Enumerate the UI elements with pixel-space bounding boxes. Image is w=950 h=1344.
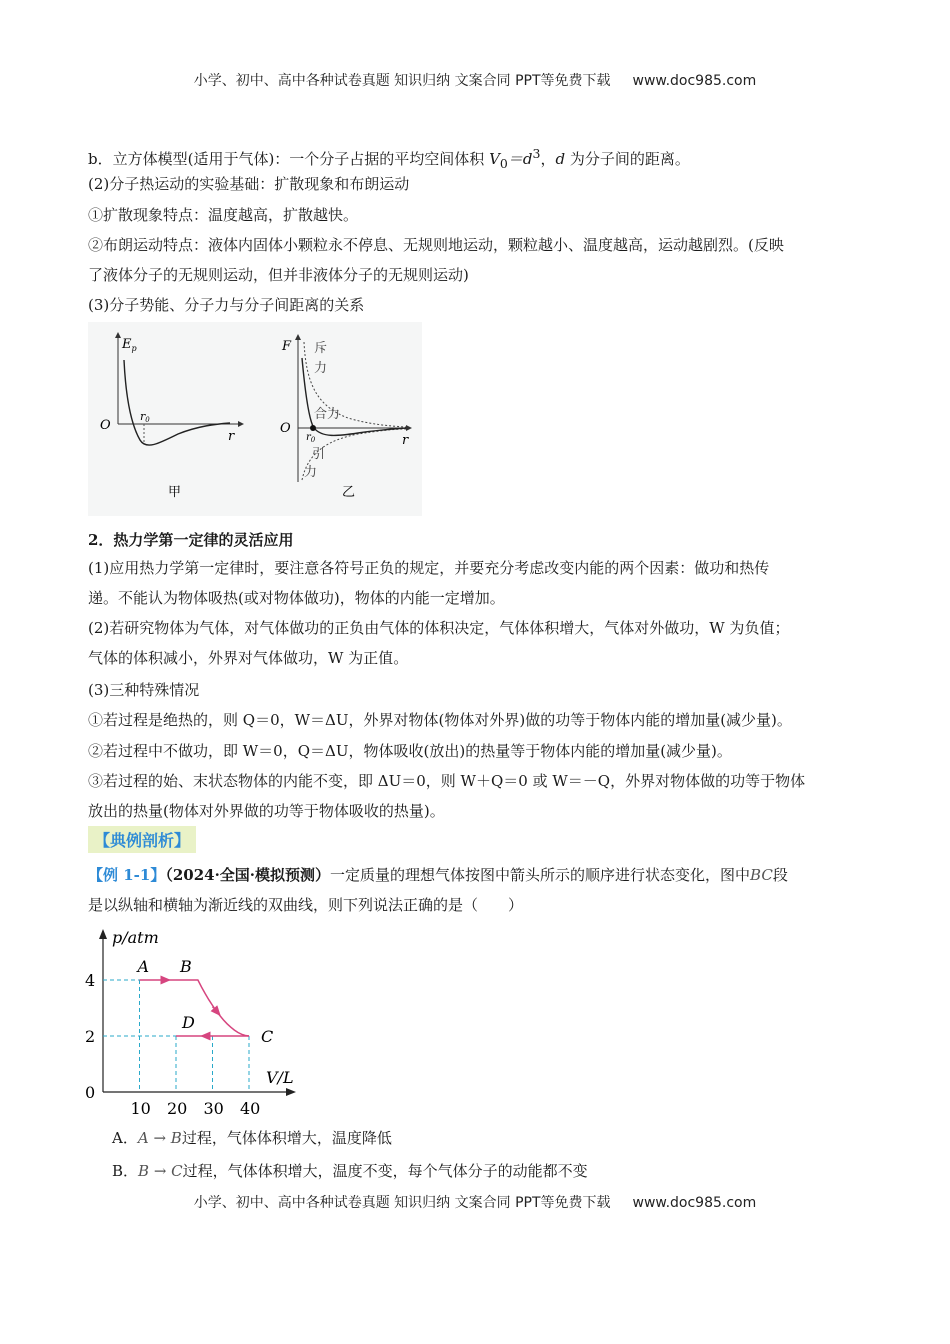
section-heading-2: 2．热力学第一定律的灵活应用 <box>88 531 294 549</box>
repulsion-label-1: 斥 <box>314 341 328 356</box>
f-label: F <box>282 339 292 354</box>
rule-1-line-2: 递。不能认为物体吸热(或对物体做功)，物体的内能一定增加。 <box>88 589 505 607</box>
repulsion-label-2: 力 <box>314 361 328 376</box>
point-label-b: B <box>180 957 192 976</box>
origin-label: O <box>100 418 111 433</box>
rule-2-line-1: (2)若研究物体为气体，对气体做功的正负由气体的体积决定，气体体积增大，气体对外做功，W 为负值； <box>88 619 790 637</box>
r0-label: r0 <box>140 410 150 424</box>
attraction-label-1: 引 <box>312 447 326 462</box>
r-label: r <box>228 429 235 444</box>
r0-dot <box>310 425 316 431</box>
var-d: d <box>555 150 566 168</box>
figure-background <box>88 322 422 516</box>
net-label: 合力 <box>314 407 341 422</box>
example-line-2: 是以纵轴和横轴为渐近线的双曲线，则下列说法正确的是（ ） <box>88 896 524 914</box>
caption-jia: 甲 <box>168 485 182 500</box>
section-tag-example: 【典例剖析】 <box>88 826 196 853</box>
caption-yi: 乙 <box>342 485 356 500</box>
rule-1-line-1: (1)应用热力学第一定律时，要注意各符号正负的规定，并要充分考虑改变内能的两个因素：做功和热传 <box>88 559 770 577</box>
point-label-d: D <box>182 1013 195 1032</box>
x-tick-20: 20 <box>167 1099 188 1115</box>
example-label: 【例 1-1】 <box>88 866 166 884</box>
example-line-1 <box>88 865 788 885</box>
option-letter: A． <box>112 1129 138 1147</box>
option-text: 过程，气体体积增大，温度降低 <box>181 1129 392 1147</box>
r-label: r <box>402 433 409 448</box>
brownian-line-1: ②布朗运动特点：液体内固体小颗粒永不停息、无规则地运动，颗粒越小、温度越高，运动越剧烈。(反映 <box>88 236 784 254</box>
segment-bc-arrow <box>213 1007 220 1015</box>
r0-label: $r_0$ <box>306 432 316 444</box>
header-text: 小学、初中、高中各种试卷真题 知识归纳 文案合同 PPT等免费下载 <box>193 73 611 89</box>
x-axis-label: V/L <box>266 1068 294 1087</box>
heading-thermal-motion: (2)分子热运动的实验基础：扩散现象和布朗运动 <box>88 175 410 193</box>
x-tick-40: 40 <box>240 1099 261 1115</box>
eq-d: ＝d <box>507 150 533 168</box>
rule-3-heading: (3)三种特殊情况 <box>88 681 200 699</box>
page-footer <box>0 1192 950 1212</box>
option-process: B → C <box>138 1162 183 1180</box>
case-3-line-2: 放出的热量(物体对外界做的功等于物体吸收的热量)。 <box>88 802 445 820</box>
sup-3: 3 <box>532 146 541 161</box>
case-3-line-1: ③若过程的始、末状态物体的内能不变，即 ΔU＝0，则 W＋Q＝0 或 W＝－Q，外界对物体做的功等于物体 <box>88 772 806 790</box>
option-process: A → B <box>137 1129 182 1147</box>
comma: ， <box>540 150 556 168</box>
y-tick-0: 0 <box>85 1083 96 1102</box>
footer-text: 小学、初中、高中各种试卷真题 知识归纳 文案合同 PPT等免费下载 <box>193 1195 611 1211</box>
example-text: 一定质量的理想气体按图中箭头所示的顺序进行状态变化，图中 <box>330 866 751 884</box>
y-tick-2: 2 <box>85 1027 96 1046</box>
case-1: ①若过程是绝热的，则 Q＝0，W＝ΔU，外界对物体(物体对外界)做的功等于物体内能的增加量(减少量)。 <box>88 711 792 729</box>
point-label-c: C <box>261 1027 274 1046</box>
example-bc: BC <box>750 866 773 884</box>
option-letter: B． <box>112 1162 139 1180</box>
rule-2-line-2: 气体的体积减小，外界对气体做功，W 为正值。 <box>88 649 409 667</box>
origin-label: O <box>280 421 291 436</box>
heading-potential: (3)分子势能、分子力与分子间距离的关系 <box>88 296 365 314</box>
text-seg: 为分子间的距离。 <box>565 150 690 168</box>
pv-chart <box>80 925 320 1115</box>
diffusion-line: ①扩散现象特点：温度越高，扩散越快。 <box>88 206 359 224</box>
y-tick-4: 4 <box>85 971 96 990</box>
example-source: （2024·全国·模拟预测） <box>165 866 331 884</box>
sub-0: 0 <box>499 156 508 171</box>
y-arrow <box>99 929 107 939</box>
brownian-line-2: 了液体分子的无规则运动，但并非液体分子的无规则运动) <box>88 266 469 284</box>
case-2: ②若过程中不做功，即 W＝0，Q＝ΔU，物体吸收(放出)的热量等于物体内能的增加量(减少量)。 <box>88 742 732 760</box>
x-tick-30: 30 <box>203 1099 224 1115</box>
ep-label: $E_p$ <box>122 337 137 353</box>
header-url[interactable]: www.doc985.com <box>632 73 757 89</box>
option-b[interactable] <box>112 1160 588 1181</box>
page-header <box>0 70 950 90</box>
option-a[interactable] <box>112 1127 392 1148</box>
cube-model-line <box>88 144 690 174</box>
footer-url[interactable]: www.doc985.com <box>632 1195 757 1211</box>
var-v: V <box>489 150 500 168</box>
x-arrow <box>286 1088 296 1096</box>
x-tick-10: 10 <box>130 1099 151 1115</box>
example-text: 段 <box>772 866 788 884</box>
attraction-label-2: 力 <box>304 465 318 480</box>
y-axis-label: p/atm <box>112 928 159 947</box>
text-seg: b．立方体模型(适用于气体)：一个分子占据的平均空间体积 <box>88 150 490 168</box>
option-text: 过程，气体体积增大，温度不变，每个气体分子的动能都不变 <box>182 1162 588 1180</box>
point-label-a: A <box>137 957 150 976</box>
molecular-force-figure <box>88 322 422 516</box>
